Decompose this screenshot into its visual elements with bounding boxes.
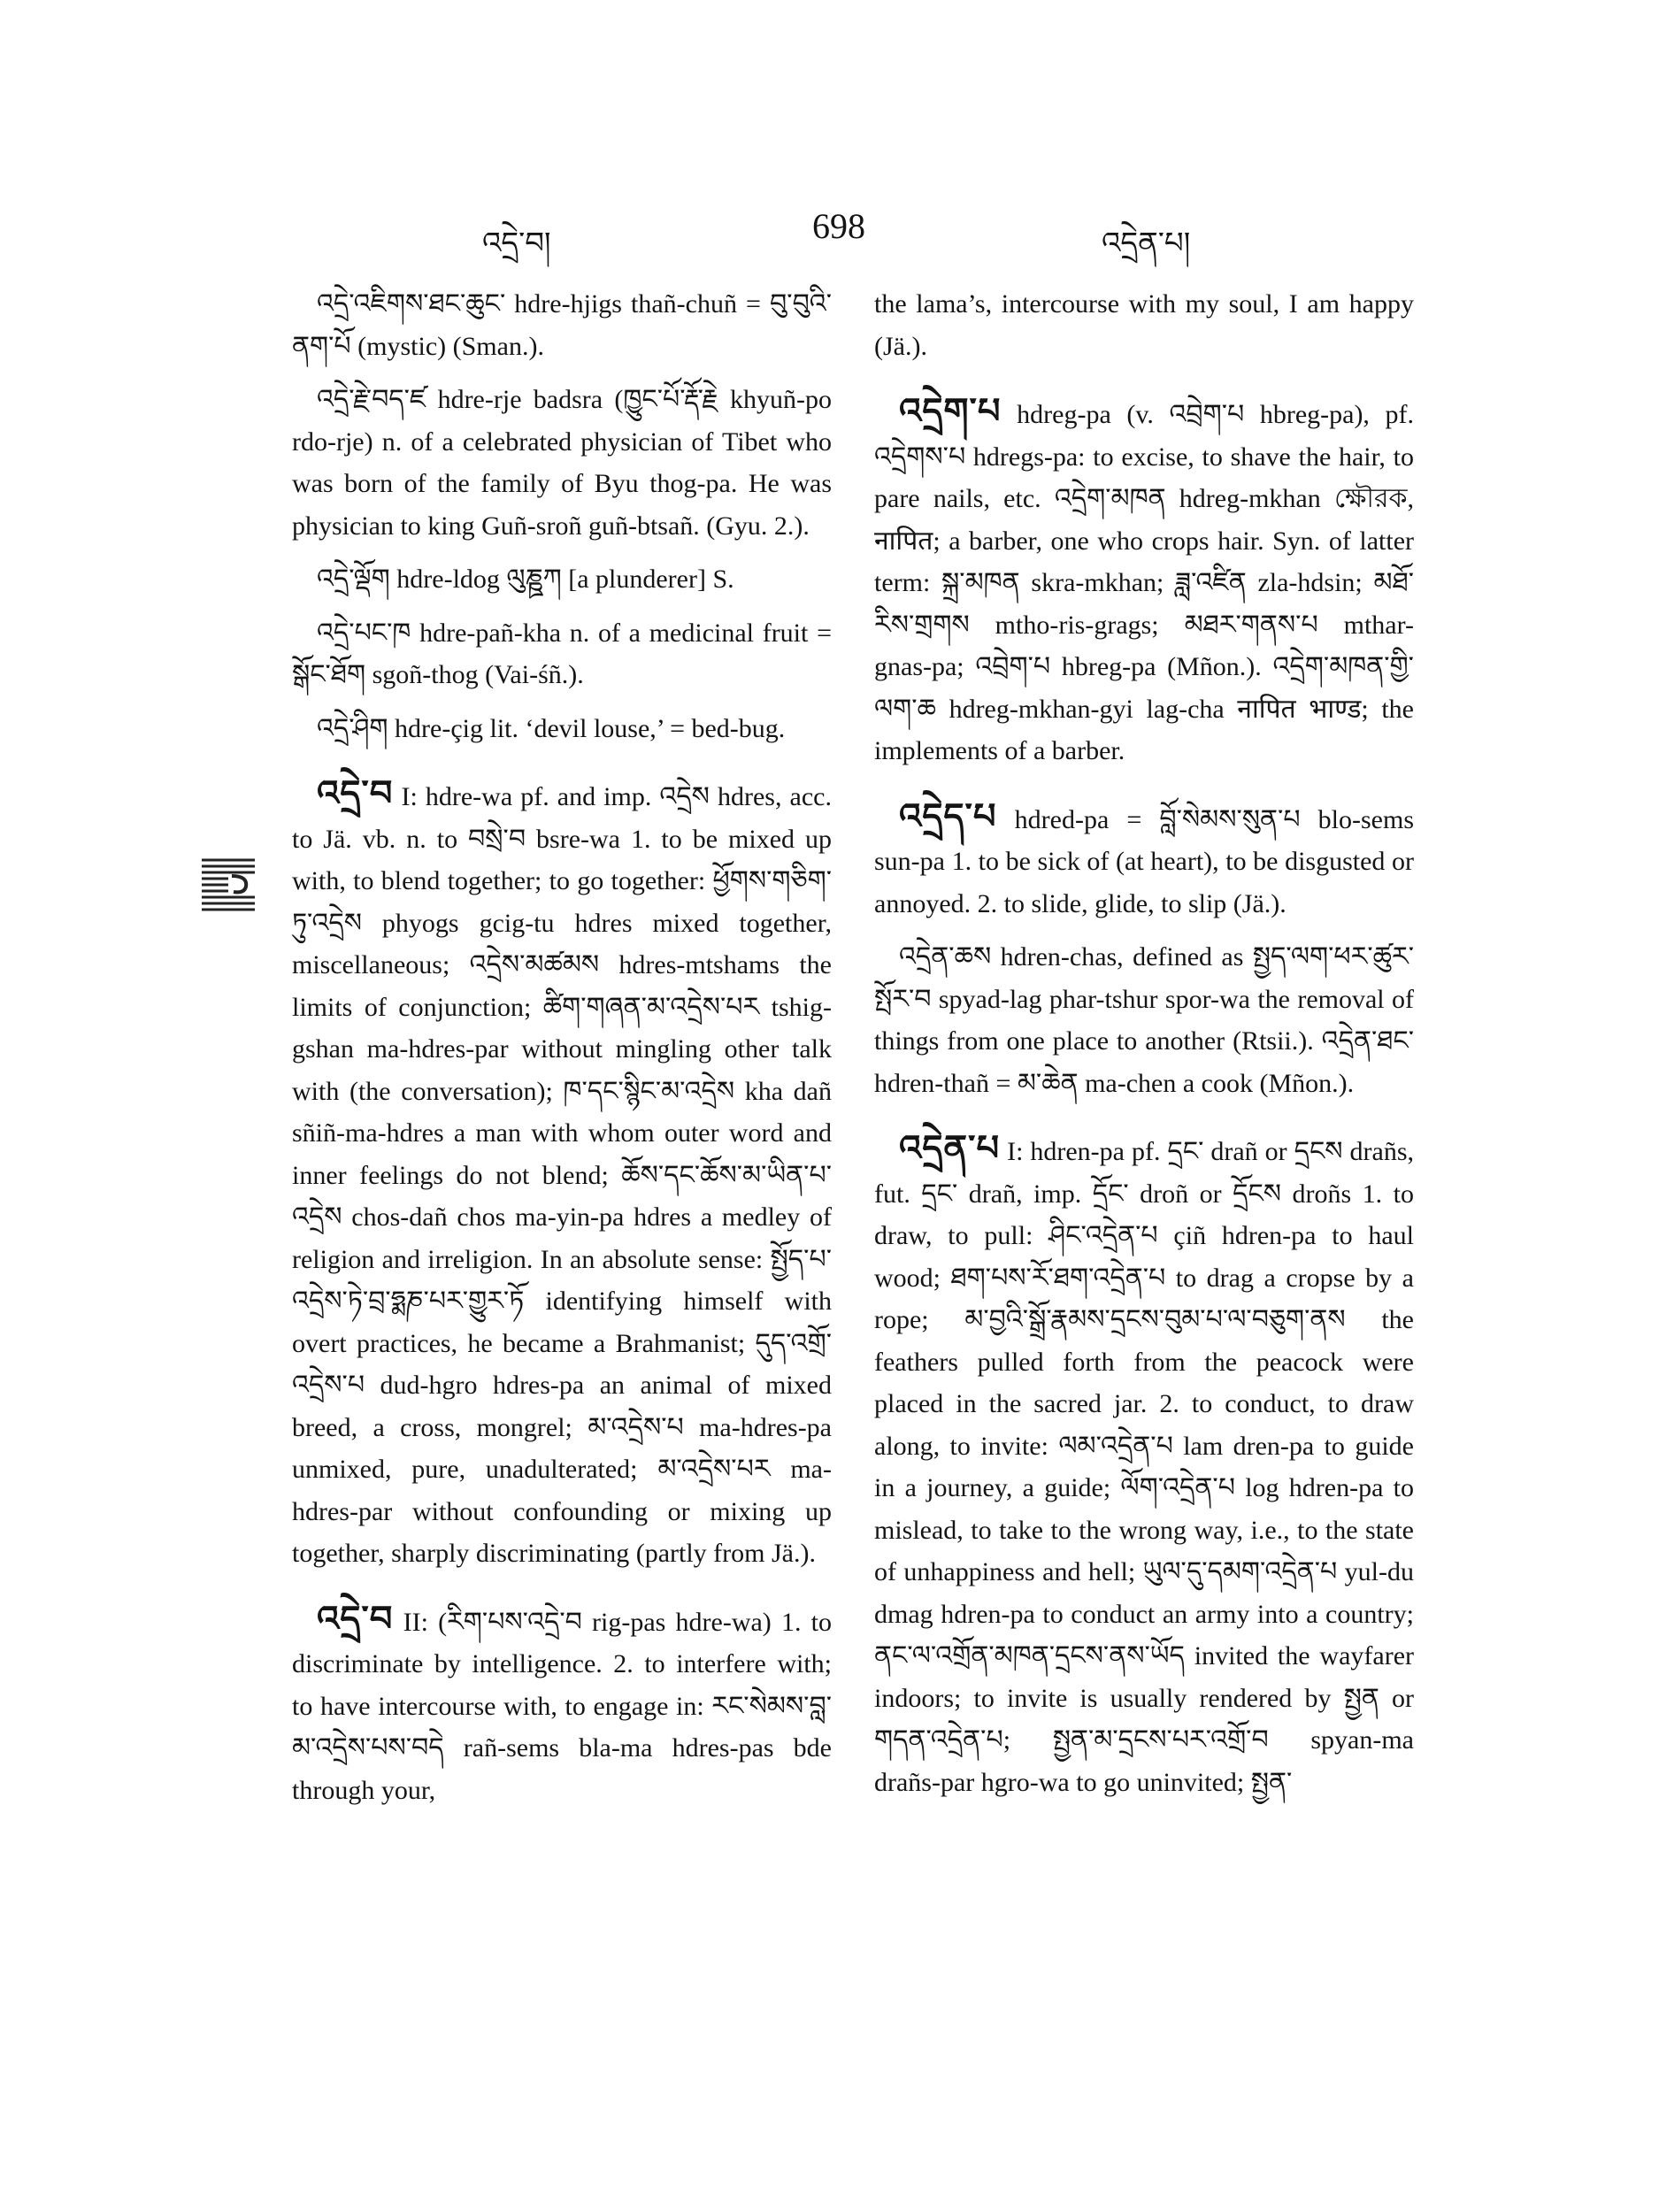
dictionary-entry: འདྲེ་ཤིག hdre-çig lit. ‘devil louse,’ = bed-bug.: [317, 713, 786, 743]
running-header: [0, 206, 1659, 262]
header-left-guide-word: འདྲེ་བ།: [482, 226, 551, 261]
dictionary-entry: འདྲེན་ཆས hdren-chas, defined as སྤྱད་ལག་ཕར་ཚུར་སྤོར་བ spyad-lag phar-tshur spor-wa the removal of things from one place to another (Rtsii.). འདྲེན་ཐང་ hdren-thañ = མ་ཆེན ma-chen a cook (Mñon.).: [874, 942, 1414, 1098]
dictionary-entry: འདྲེ་ལྡོག hdre-ldog ལུཎྛཀ [a plunderer] S.: [317, 565, 734, 594]
dictionary-entry: འདྲེ་འཇིགས་ཐང་ཆུང་ hdre-hjigs thañ-chuñ = བུ་བུའི་ནག་པོ (mystic) (Sman.).: [292, 289, 832, 361]
headword: འདྲེད་པ: [899, 795, 997, 836]
entry-body: II: (རིག་པས་འདྲེ་བ rig-pas hdre-wa) 1. to discriminate by intelligence. 2. to interfere with; to have intercourse with, to engage in: རང་སེམས་བླ་མ་འདྲེས་པས་བདེ rañ-sems bla-ma hdres-pas bde through your,: [292, 1607, 832, 1805]
dictionary-entry: འདྲེ་པང་ཁ hdre-pañ-kha n. of a medicinal fruit = སྒོང་ཐོག sgoñ-thog (Vai-śñ.).: [292, 618, 832, 689]
headword: འདྲེ་བ: [317, 1598, 394, 1639]
entry-body: I: hdren-pa pf. དྲང་ drañ or དྲངས drañs, fut. དྲང་ drañ, imp. དྲོང་ droñ or དྲོངས droñs 1. to draw, to pull: ཤིང་འདྲེན་པ çiñ hdren-pa to haul wood; ཐག་པས་རོ་ཐག་འདྲེན་པ to drag a cropse by a rope; མ་བྱའི་སྒྲོ་རྣམས་དྲངས་བུམ་པ་ལ་བཅུག་ནས the feathers pulled forth from the peacock were placed in the sacred jar. 2. to conduct, to draw along, to invite: ལམ་འདྲེན་པ lam dren-pa to guide in a journey, a guide; ལོག་འདྲེན་པ log hdren-pa to mislead, to take to the wrong way, i.e., to the state of unhappiness and hell; ཡུལ་དུ་དམག་འདྲེན་པ yul-du dmag hdren-pa to conduct an army into a country; ནང་ལ་འགྲོན་མཁན་དྲངས་ནས་ཡོད invited the wayfarer indoors; to invite is usually rendered by སྤྱན or གདན་འདྲེན་པ; སྤྱན་མ་དྲངས་པར་འགྲོ་བ spyan-ma drañs-par hgro-wa to go uninvited; སྤྱན་: [874, 1137, 1414, 1797]
headword: འདྲེན་པ: [899, 1128, 1001, 1168]
entry-body: hdreg-pa (v. འབྲེག་པ hbreg-pa), pf. འདྲེགས་པ hdregs-pa: to excise, to shave the hair, to pare nails, etc. འདྲེག་མཁན hdreg-mkhan ক্ষৌরক, नापित; a barber, one who crops hair. Syn. of latter term: སྐྲ་མཁན skra-mkhan; ཟླ་འཛིན zla-hdsin; མཐོ་རིས་གྲགས mtho-ris-grags; མཐར་གནས་པ mthar-gnas-pa; འབྲེག་པ hbreg-pa (Mñon.). འདྲེག་མཁན་གྱི་ལག་ཆ hdreg-mkhan-gyi lag-cha नापित भाण्ड; the implements of a barber.: [874, 400, 1415, 765]
dictionary-entry-major: [292, 1598, 832, 1812]
entry-body: hdred-pa = བློ་སེམས་སུན་པ blo-sems sun-pa 1. to be sick of (at heart), to be disgusted or annoyed. 2. to slide, glide, to slip (Jä.).: [874, 804, 1415, 918]
headword: འདྲེ་བ: [317, 773, 394, 813]
dictionary-entry: འདྲེ་རྗེ་བད་ཛ hdre-rje badsra (ཁྱུང་པོ་རྡོ་རྗེ khyuñ-po rdo-rje) n. of a celebrated physician of Tibet who was born of the family of Byu thog-pa. He was physician to king Guñ-sroñ guñ-btsañ. (Gyu. 2.).: [292, 385, 832, 541]
dictionary-entry-major: [292, 772, 832, 1575]
section-marker-icon: [202, 856, 257, 915]
page-number: 698: [812, 206, 865, 246]
dictionary-entry: the lama’s, intercourse with my soul, I am happy (Jä.).: [874, 289, 1414, 361]
left-column: [292, 283, 832, 1823]
dictionary-entry-major: [874, 795, 1414, 926]
right-column: [874, 283, 1414, 1815]
dictionary-entry-major: [874, 1127, 1414, 1803]
header-right-guide-word: འདྲེན་པ།: [1102, 226, 1191, 261]
dictionary-entry-major: [874, 390, 1414, 772]
entry-body: I: hdre-wa pf. and imp. འདྲེས hdres, acc. to Jä. vb. n. to བསྲེ་བ bsre-wa 1. to be mixed up with, to blend together; to go together: ཕྱོགས་གཅིག་ཏུ་འདྲེས phyogs gcig-tu hdres mixed together, miscellaneous; འདྲེས་མཚམས hdres-mtshams the limits of conjunction; ཚིག་གཞན་མ་འདྲེས་པར tshig-gshan ma-hdres-par without mingling other talk with (the conversation); ཁ་དང་སྙིང་མ་འདྲེས kha dañ sñiñ-ma-hdres a man with whom outer word and inner feelings do not blend; ཆོས་དང་ཆོས་མ་ཡིན་པ་འདྲེས chos-dañ chos ma-yin-pa hdres a medley of religion and irreligion. In an absolute sense: སྤྱོད་པ་འདྲེས་ཏེ་བྲ་ཧྨཎ་པར་གྱུར་ཏོ identifying himself with overt practices, he became a Brahmanist; དུད་འགྲོ་འདྲེས་པ dud-hgro hdres-pa an animal of mixed breed, a cross, mongrel; མ་འདྲེས་པ ma-hdres-pa unmixed, pure, unadulterated; མ་འདྲེས་པར ma-hdres-par without confounding or mixing up together, sharply discriminating (partly from Jä.).: [292, 782, 833, 1568]
headword: འདྲེག་པ: [899, 391, 1002, 431]
